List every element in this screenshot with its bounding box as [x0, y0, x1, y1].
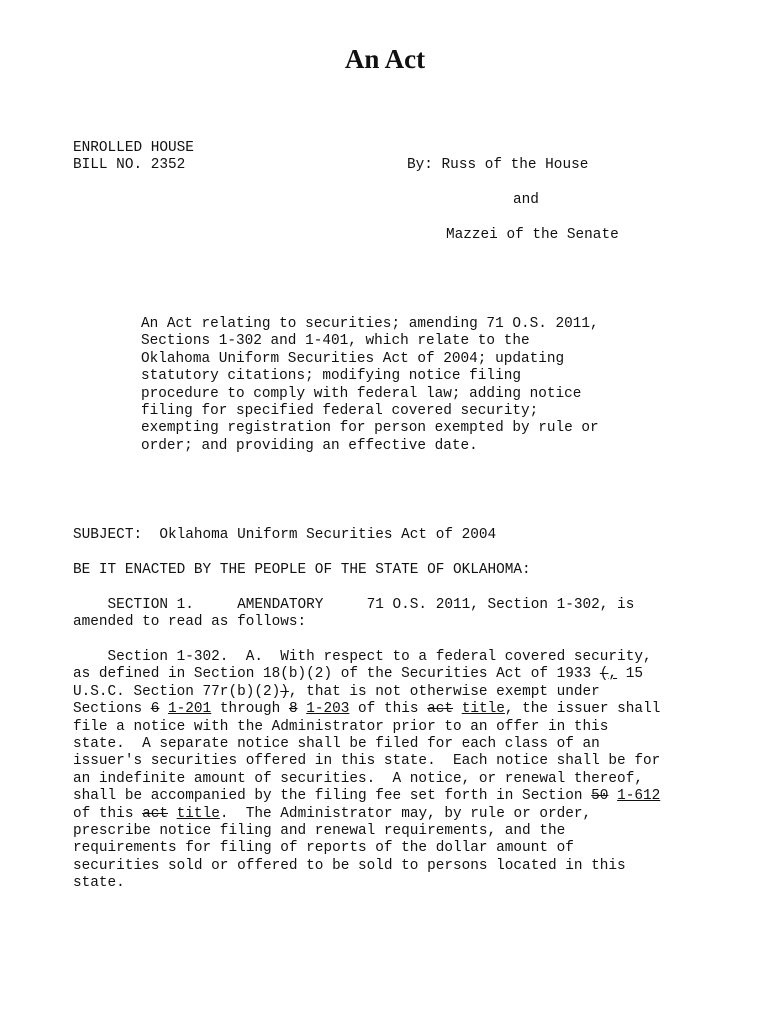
- summary-line: Sections 1-302 and 1-401, which relate to the: [141, 333, 530, 350]
- summary-line: exempting registration for person exempted by rule or: [141, 420, 599, 437]
- author-and: and: [513, 192, 539, 208]
- body-line: state. A separate notice shall be filed for each class of an: [73, 736, 600, 753]
- summary-line: Oklahoma Uniform Securities Act of 2004; updating: [141, 350, 565, 367]
- body-text: [608, 788, 617, 804]
- summary-line: statutory citations; modifying notice filing: [141, 368, 521, 385]
- body-line: prescribe notice filing and renewal requirements, and the: [73, 823, 566, 840]
- inserted-text: ,: [608, 666, 618, 683]
- body-text: of this: [73, 805, 143, 822]
- body-text: [168, 806, 177, 822]
- enacting-clause: BE IT ENACTED BY THE PEOPLE OF THE STATE OF OKLAHOMA:: [73, 562, 531, 578]
- body-text: [159, 701, 168, 717]
- act-summary: [141, 316, 599, 455]
- author-house: By: Russ of the House: [407, 157, 589, 173]
- body-text: as defined in Section 18(b)(2) of the Securities Act of 1933: [73, 666, 600, 683]
- section-heading-line: amended to read as follows:: [73, 614, 307, 631]
- body-text: of this: [349, 701, 428, 718]
- enrolled-house-label: ENROLLED HOUSE: [73, 140, 194, 156]
- inserted-text: 1-612: [617, 788, 661, 805]
- body-text: [298, 701, 307, 717]
- inserted-text: title: [461, 701, 505, 718]
- section-heading-line: SECTION 1. AMENDATORY 71 O.S. 2011, Section 1-302, is: [73, 597, 635, 613]
- deleted-text: ): [280, 683, 289, 700]
- body-line: [73, 666, 660, 683]
- body-text: through: [211, 701, 289, 718]
- deleted-text: 6: [150, 701, 160, 718]
- body-line: [73, 806, 660, 823]
- body-text: . The Administrator may, by rule or order,: [219, 805, 592, 822]
- deleted-text: 8: [288, 701, 298, 718]
- body-line: [73, 701, 660, 718]
- body-text: shall be accompanied by the filing fee set forth in Section: [73, 788, 592, 805]
- body-line: state.: [73, 875, 125, 892]
- body-text: [453, 701, 462, 717]
- deleted-text: act: [427, 701, 454, 718]
- summary-line: order; and providing an effective date.: [141, 437, 478, 454]
- inserted-text: 1-201: [168, 701, 212, 718]
- body-line: [73, 788, 660, 805]
- deleted-text: 50: [591, 788, 609, 805]
- body-text: 15: [617, 666, 643, 683]
- body-text: , that is not otherwise exempt under: [288, 683, 600, 700]
- body-line: issuer's securities offered in this state. Each notice shall be for: [73, 753, 661, 770]
- body-line: securities sold or offered to be sold to persons located in this: [73, 857, 626, 874]
- subject-line: SUBJECT: Oklahoma Uniform Securities Act of 2004: [73, 527, 497, 543]
- deleted-text: act: [142, 805, 169, 822]
- body-text: , the issuer shall: [504, 701, 661, 718]
- body-line: file a notice with the Administrator prior to an offer in this: [73, 718, 609, 735]
- document-title: An Act: [344, 44, 426, 74]
- section-heading: [73, 597, 634, 632]
- bill-number-block: [73, 140, 194, 175]
- body-line: an indefinite amount of securities. A notice, or renewal thereof,: [73, 770, 643, 787]
- body-text: U.S.C. Section 77r(b)(2): [73, 683, 281, 700]
- inserted-text: title: [176, 805, 220, 822]
- section-body: [73, 649, 660, 893]
- summary-line: An Act relating to securities; amending 71 O.S. 2011,: [141, 316, 599, 332]
- summary-line: filing for specified federal covered security;: [141, 403, 539, 420]
- body-line: [73, 684, 660, 701]
- summary-line: procedure to comply with federal law; adding notice: [141, 385, 582, 402]
- body-text: Sections: [73, 701, 151, 718]
- bill-number: BILL NO. 2352: [73, 157, 186, 174]
- author-senate: Mazzei of the Senate: [446, 227, 619, 243]
- deleted-text: (: [599, 666, 609, 683]
- body-line: Section 1-302. A. With respect to a federal covered security,: [73, 649, 652, 665]
- inserted-text: 1-203: [306, 701, 350, 718]
- body-line: requirements for filing of reports of the dollar amount of: [73, 840, 574, 857]
